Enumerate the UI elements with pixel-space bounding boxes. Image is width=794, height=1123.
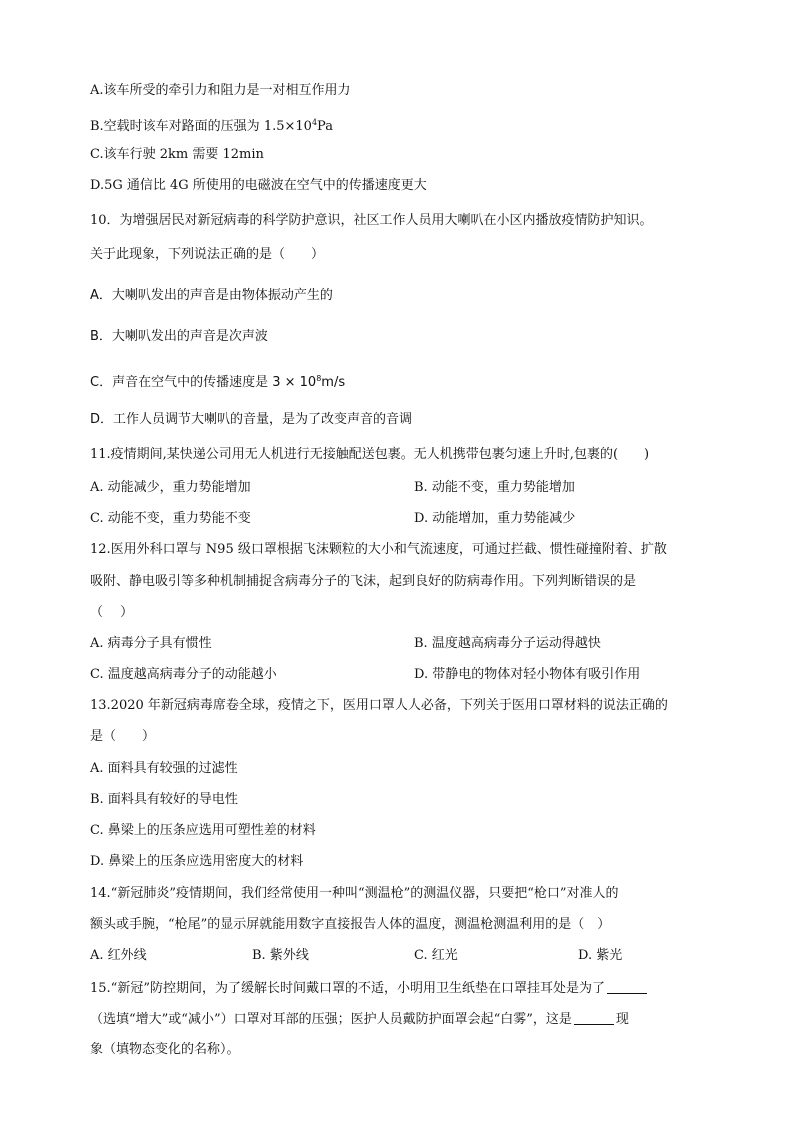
q12-option-d: D. 带静电的物体对轻小物体有吸引作用 bbox=[414, 667, 641, 682]
q9-option-d: D.5G 通信比 4G 所使用的电磁波在空气中的传播速度更大 bbox=[90, 178, 427, 193]
q14-option-c: C. 红光 bbox=[414, 948, 458, 963]
q11-option-b: B. 动能不变，重力势能增加 bbox=[414, 480, 575, 495]
q15-blank-1[interactable] bbox=[607, 979, 647, 994]
q14-option-a: A. 红外线 bbox=[90, 948, 147, 963]
q10-option-a: A．大喇叭发出的声音是由物体振动产生的 bbox=[90, 288, 333, 303]
q12-option-c: C. 温度越高病毒分子的动能越小 bbox=[90, 667, 277, 682]
q12-option-b: B. 温度越高病毒分子运动得越快 bbox=[414, 636, 601, 651]
q10-option-c: C．声音在空气中的传播速度是 $3 \times 10^8m/s$ bbox=[90, 374, 346, 390]
q12-option-a: A. 病毒分子具有惯性 bbox=[90, 636, 212, 651]
q14-option-d: D. 紫光 bbox=[578, 948, 623, 963]
q14-option-b: B. 紫外线 bbox=[252, 948, 309, 963]
q10-stem-line1: 10．为增强居民对新冠病毒的科学防护意识，社区工作人员用大喇叭在小区内播放疫情防护知识。 bbox=[90, 213, 653, 228]
q13-option-d: D. 鼻梁上的压条应选用密度大的材料 bbox=[90, 854, 304, 869]
q15-line1: 15.“新冠”防控期间，为了缓解长时间戴口罩的不适，小明用卫生纸垫在口罩挂耳处是为了 bbox=[90, 979, 649, 998]
q11-option-d: D. 动能增加，重力势能减少 bbox=[414, 511, 576, 526]
q14-stem-line2: 额头或手腕，“枪尾”的显示屏就能用数字直接报告人体的温度，测温枪测温利用的是（ ） bbox=[90, 917, 611, 932]
q15-line3: 象（填物态变化的名称）。 bbox=[90, 1042, 240, 1057]
q11-stem: 11.疫情期间,某快递公司用无人机进行无接触配送包裹。无人机携带包裹匀速上升时,包裹的( ) bbox=[90, 447, 650, 462]
q12-stem-line3: （ ） bbox=[90, 605, 134, 620]
q10-option-d: D．工作人员调节大喇叭的音量，是为了改变声音的音调 bbox=[90, 412, 413, 427]
q13-stem-line1: 13.2020 年新冠病毒席卷全球，疫情之下，医用口罩人人必备，下列关于医用口罩材料的说法正确的 bbox=[90, 698, 668, 713]
q9-option-a: A.该车所受的牵引力和阻力是一对相互作用力 bbox=[90, 83, 351, 98]
q13-option-b: B. 面料具有较好的导电性 bbox=[90, 792, 238, 807]
q15-blank-2[interactable] bbox=[574, 1010, 614, 1025]
q9-option-b: B.空载时该车对路面的压强为 $1.5\times 10^4Pa$ bbox=[90, 118, 333, 134]
q11-option-c: C. 动能不变，重力势能不变 bbox=[90, 511, 251, 526]
q15-line2: （选填“增大”或“减小”）口罩对耳部的压强；医护人员戴防护面罩会起“白雾”，这是 现 bbox=[90, 1012, 629, 1027]
q10-stem-line2: 关于此现象，下列说法正确的是（ ） bbox=[90, 247, 325, 262]
q12-stem-line1: 12.医用外科口罩与 N95 级口罩根据飞沫颗粒的大小和气流速度，可通过拦截、惯性碰撞附着、扩散 bbox=[90, 542, 667, 557]
q14-stem-line1: 14.“新冠肺炎”疫情期间，我们经常使用一种叫“测温枪”的测温仪器，只要把“枪口”对准人的 bbox=[90, 886, 619, 901]
q13-option-c: C. 鼻梁上的压条应选用可塑性差的材料 bbox=[90, 823, 316, 838]
q13-option-a: A. 面料具有较强的过滤性 bbox=[90, 761, 238, 776]
q13-stem-line2: 是（ ） bbox=[90, 729, 156, 744]
q10-option-b: B．大喇叭发出的声音是次声波 bbox=[90, 329, 268, 344]
q12-stem-line2: 吸附、静电吸引等多种机制捕捉含病毒分子的飞沫，起到良好的防病毒作用。下列判断错误的是 bbox=[90, 574, 637, 589]
q11-option-a: A. 动能减少，重力势能增加 bbox=[90, 480, 251, 495]
q9-option-c: C.该车行驶 2km 需要 12min bbox=[90, 147, 264, 162]
